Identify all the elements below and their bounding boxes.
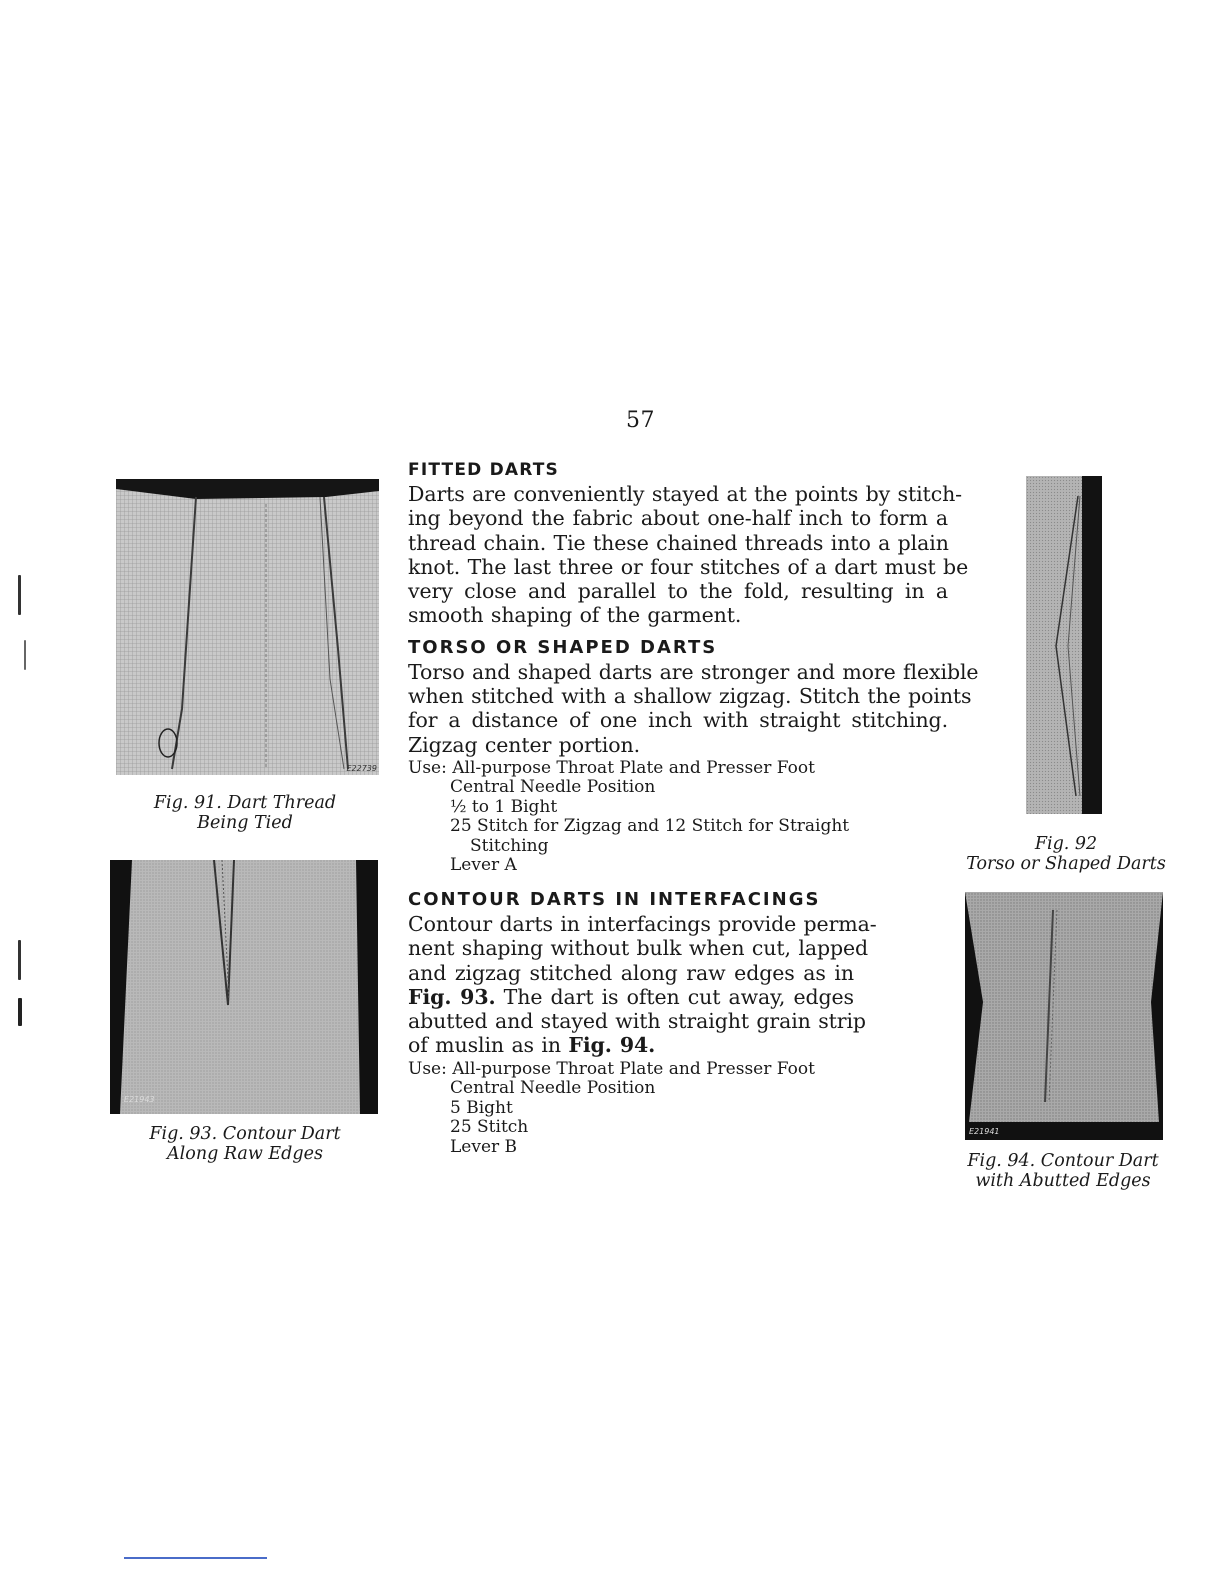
contour-use-row xyxy=(408,1060,948,1080)
torso-line: Zigzag center portion. xyxy=(408,732,641,757)
fig-93-caption-line2: Along Raw Edges xyxy=(167,1144,323,1164)
torso-line: for a distance of one inch with straight stitching. xyxy=(408,708,948,733)
torso-use-first: All-purpose Throat Plate and Presser Foot xyxy=(452,757,815,778)
contour-line: Contour darts in interfacings provide perma- xyxy=(408,911,877,936)
fig-91-photo xyxy=(116,479,379,775)
fitted-line: knot. The last three or four stitches of a dart must be xyxy=(408,554,969,579)
scan-mark xyxy=(18,998,22,1026)
torso-use-list xyxy=(408,759,948,876)
fig-91-caption-line2: Being Tied xyxy=(197,813,293,833)
fig-92-photo xyxy=(1026,476,1102,814)
torso-line: when stitched with a shallow zigzag. Stitch the points xyxy=(408,684,972,709)
scan-mark xyxy=(18,940,21,980)
contour-darts-heading: CONTOUR DARTS IN INTERFACINGS xyxy=(408,888,821,910)
torso-use-item: ½ to 1 Bight xyxy=(450,796,558,817)
contour-use-item: Central Needle Position xyxy=(450,1078,656,1099)
scan-mark xyxy=(24,640,26,670)
contour-darts-body xyxy=(408,911,877,1058)
fig-94-reference: Fig. 94. xyxy=(568,1033,656,1058)
fitted-line: thread chain. Tie these chained threads into a plain xyxy=(408,530,949,555)
page-number: 57 xyxy=(626,408,655,433)
section-torso-darts xyxy=(408,636,979,876)
fig-93-code: E21943 xyxy=(124,1095,155,1104)
fig-93-photo xyxy=(110,860,378,1114)
fig-93-caption-line1: Fig. 93. Contour Dart xyxy=(149,1124,341,1144)
fig-94-caption-line2: with Abutted Edges xyxy=(975,1171,1151,1191)
contour-line xyxy=(408,1033,854,1057)
fitted-line: very close and parallel to the fold, resulting in a xyxy=(408,579,948,604)
contour-use-list xyxy=(408,1060,948,1158)
fitted-line: Darts are conveniently stayed at the points by stitch- xyxy=(408,482,963,506)
footer-rule xyxy=(124,1557,267,1559)
text-column xyxy=(408,458,979,1165)
fitted-darts-heading: FITTED DARTS xyxy=(408,460,559,480)
torso-use-item: Lever A xyxy=(450,855,517,876)
fig-92-caption-line1: Fig. 92 xyxy=(1034,834,1098,854)
torso-use-item: Central Needle Position xyxy=(450,777,656,798)
contour-use-item: Lever B xyxy=(450,1136,518,1157)
torso-line: Torso and shaped darts are stronger and more flexible xyxy=(408,659,979,684)
contour-line: abutted and stayed with straight grain strip xyxy=(408,1009,866,1034)
torso-use-continued: Stitching xyxy=(470,835,549,856)
section-fitted-darts xyxy=(408,458,969,628)
torso-use-row xyxy=(408,759,948,779)
fig-94-photo xyxy=(965,892,1163,1140)
fig-93-reference: Fig. 93. xyxy=(408,984,496,1009)
torso-use-label: Use: xyxy=(408,757,447,778)
fig-91-caption-line1: Fig. 91. Dart Thread xyxy=(153,793,337,813)
fig-91-code: E22739 xyxy=(346,764,377,773)
fig-94-code: E21941 xyxy=(969,1127,1000,1136)
fig-94-caption-line1: Fig. 94. Contour Dart xyxy=(967,1151,1159,1171)
fitted-line: smooth shaping of the garment. xyxy=(408,603,742,628)
contour-use-item: 5 Bight xyxy=(450,1097,513,1118)
contour-line-pre: of muslin as in xyxy=(408,1033,569,1058)
contour-line: nent shaping without bulk when cut, lapped xyxy=(408,936,869,961)
scan-mark xyxy=(18,575,21,615)
section-contour-darts xyxy=(408,888,948,1157)
torso-darts-heading: TORSO OR SHAPED DARTS xyxy=(408,636,718,658)
contour-line xyxy=(408,985,854,1009)
fig-92-caption xyxy=(962,834,1170,874)
fig-93-caption xyxy=(128,1124,362,1164)
fig-94-caption xyxy=(952,1151,1174,1191)
contour-use-item: 25 Stitch xyxy=(450,1117,529,1138)
contour-line-rest: The dart is often cut away, edges xyxy=(495,984,854,1009)
contour-line: and zigzag stitched along raw edges as in xyxy=(408,960,854,985)
fitted-darts-body xyxy=(408,482,969,628)
contour-use-label: Use: xyxy=(408,1058,447,1079)
fig-91-caption xyxy=(130,793,360,833)
torso-darts-body xyxy=(408,659,979,757)
contour-use-first: All-purpose Throat Plate and Presser Foot xyxy=(452,1058,815,1079)
fig-92-caption-line2: Torso or Shaped Darts xyxy=(966,854,1166,874)
fitted-line: ing beyond the fabric about one-half inch to form a xyxy=(408,506,948,531)
torso-use-item: 25 Stitch for Zigzag and 12 Stitch for Straight xyxy=(450,816,850,837)
